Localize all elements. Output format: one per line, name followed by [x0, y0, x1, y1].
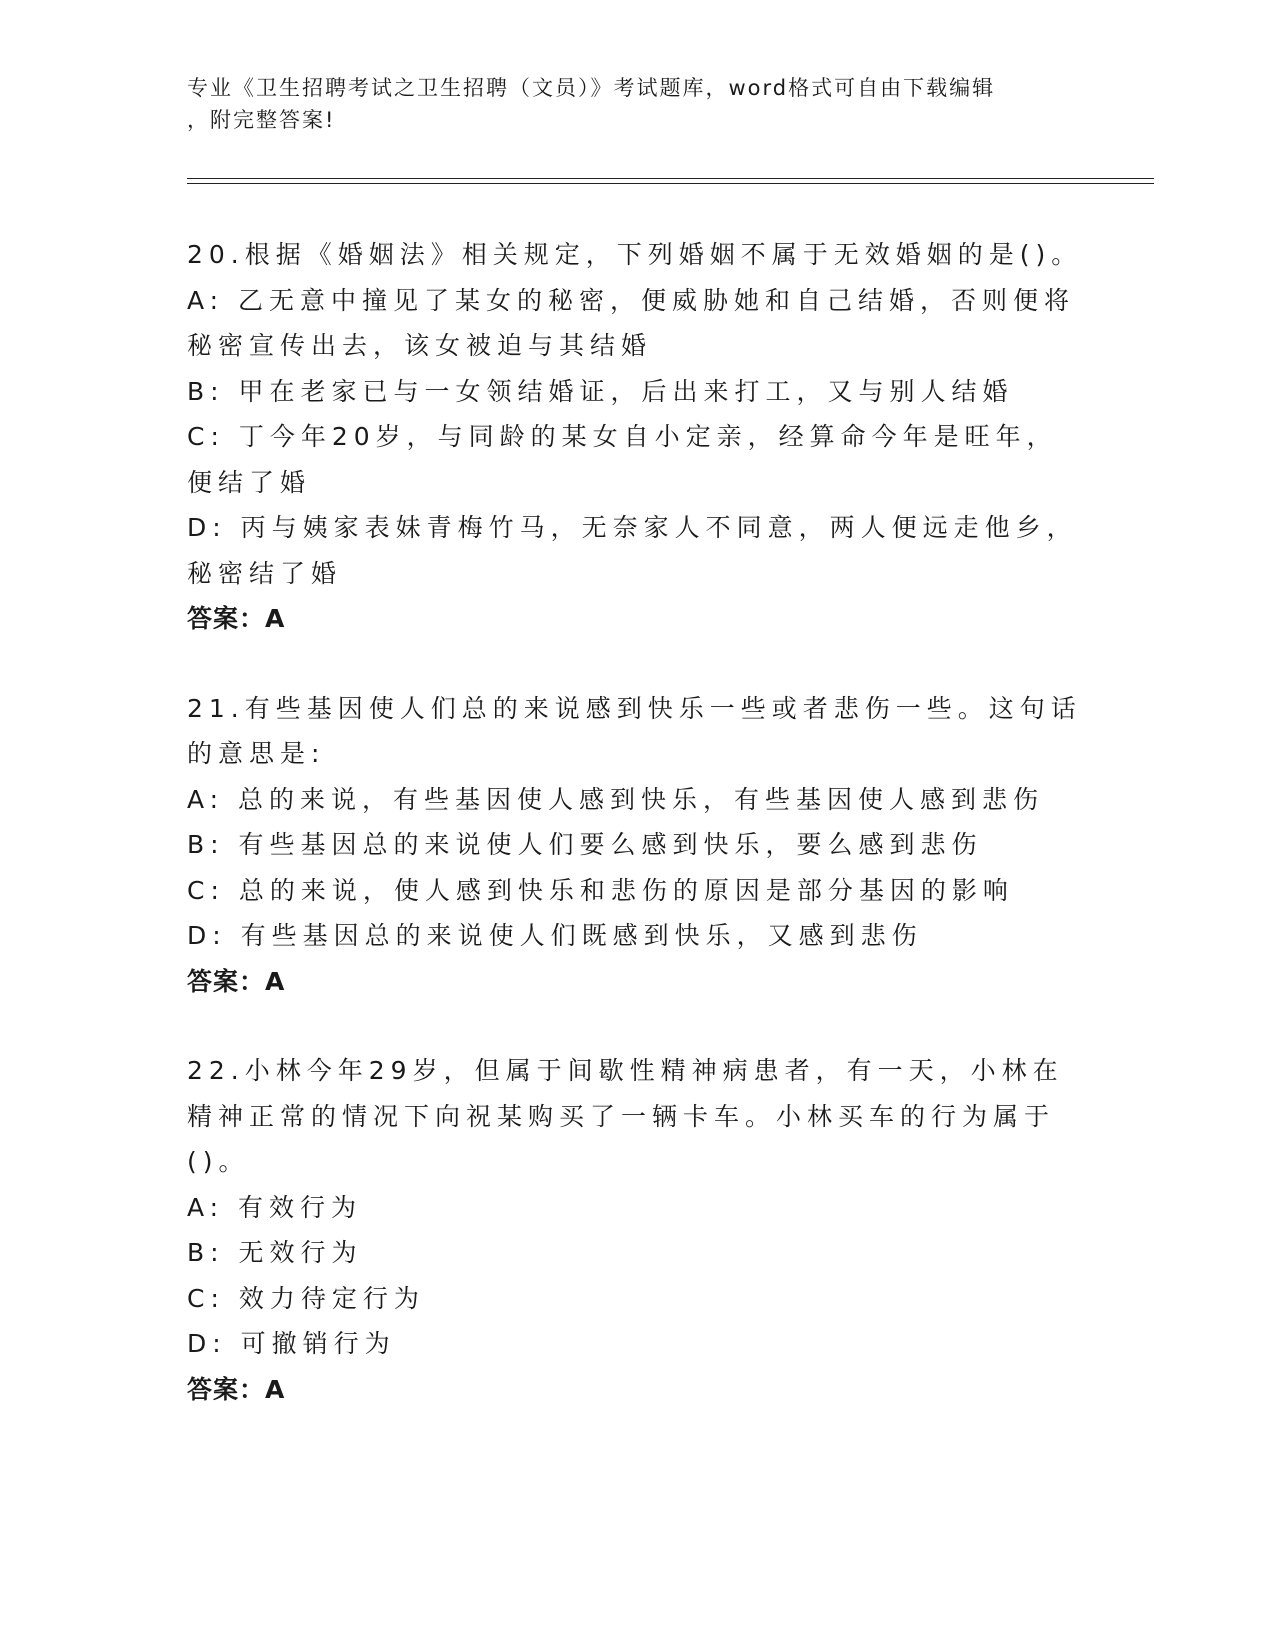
question-21 — [187, 686, 1087, 1005]
header-divider-bottom — [187, 183, 1154, 184]
question-stem: 20.根据《婚姻法》相关规定，下列婚姻不属于无效婚姻的是()。 — [187, 240, 1083, 269]
option-c: C: 总的来说，使人感到快乐和悲伤的原因是部分基因的影响 — [187, 875, 1014, 905]
question-stem: 21.有些基因使人们总的来说感到快乐一些或者悲伤一些。这句话的意思是: — [187, 693, 1082, 768]
document-header — [187, 72, 1067, 136]
option-d: D: 有些基因总的来说使人们既感到快乐，又感到悲伤 — [187, 921, 923, 950]
option-d: D: 可撤销行为 — [187, 1329, 396, 1358]
question-22 — [187, 1048, 1087, 1412]
option-b: B: 无效行为 — [187, 1238, 363, 1267]
option-a: A: 总的来说，有些基因使人感到快乐，有些基因使人感到悲伤 — [187, 784, 1045, 814]
option-c: C: 效力待定行为 — [187, 1283, 425, 1313]
option-a: A: 乙无意中撞见了某女的秘密，便威胁她和自己结婚，否则便将秘密宣传出去，该女被迫与其结婚 — [187, 285, 1076, 360]
question-list — [187, 232, 1087, 1456]
answer-label: 答案：A — [187, 1374, 286, 1404]
option-c: C: 丁今年20岁，与同龄的某女自小定亲，经算命今年是旺年，便结了婚 — [187, 422, 1058, 497]
header-line-2: ，附完整答案! — [187, 108, 336, 132]
question-20 — [187, 232, 1087, 642]
option-a: A: 有效行为 — [187, 1192, 363, 1222]
header-divider-top — [187, 178, 1154, 179]
option-d: D: 丙与姨家表妹青梅竹马，无奈家人不同意，两人便远走他乡，秘密结了婚 — [187, 513, 1078, 588]
header-line-1: 专业《卫生招聘考试之卫生招聘（文员）》考试题库，word格式可自由下载编辑 — [187, 76, 996, 100]
question-stem: 22.小林今年29岁，但属于间歇性精神病患者，有一天，小林在精神正常的情况下向祝某购买了一辆卡车。小林买车的行为属于()。 — [187, 1056, 1064, 1176]
option-b: B: 甲在老家已与一女领结婚证，后出来打工，又与别人结婚 — [187, 376, 1014, 406]
answer-label: 答案：A — [187, 966, 286, 996]
option-b: B: 有些基因总的来说使人们要么感到快乐，要么感到悲伤 — [187, 830, 983, 859]
answer-label: 答案：A — [187, 604, 286, 633]
